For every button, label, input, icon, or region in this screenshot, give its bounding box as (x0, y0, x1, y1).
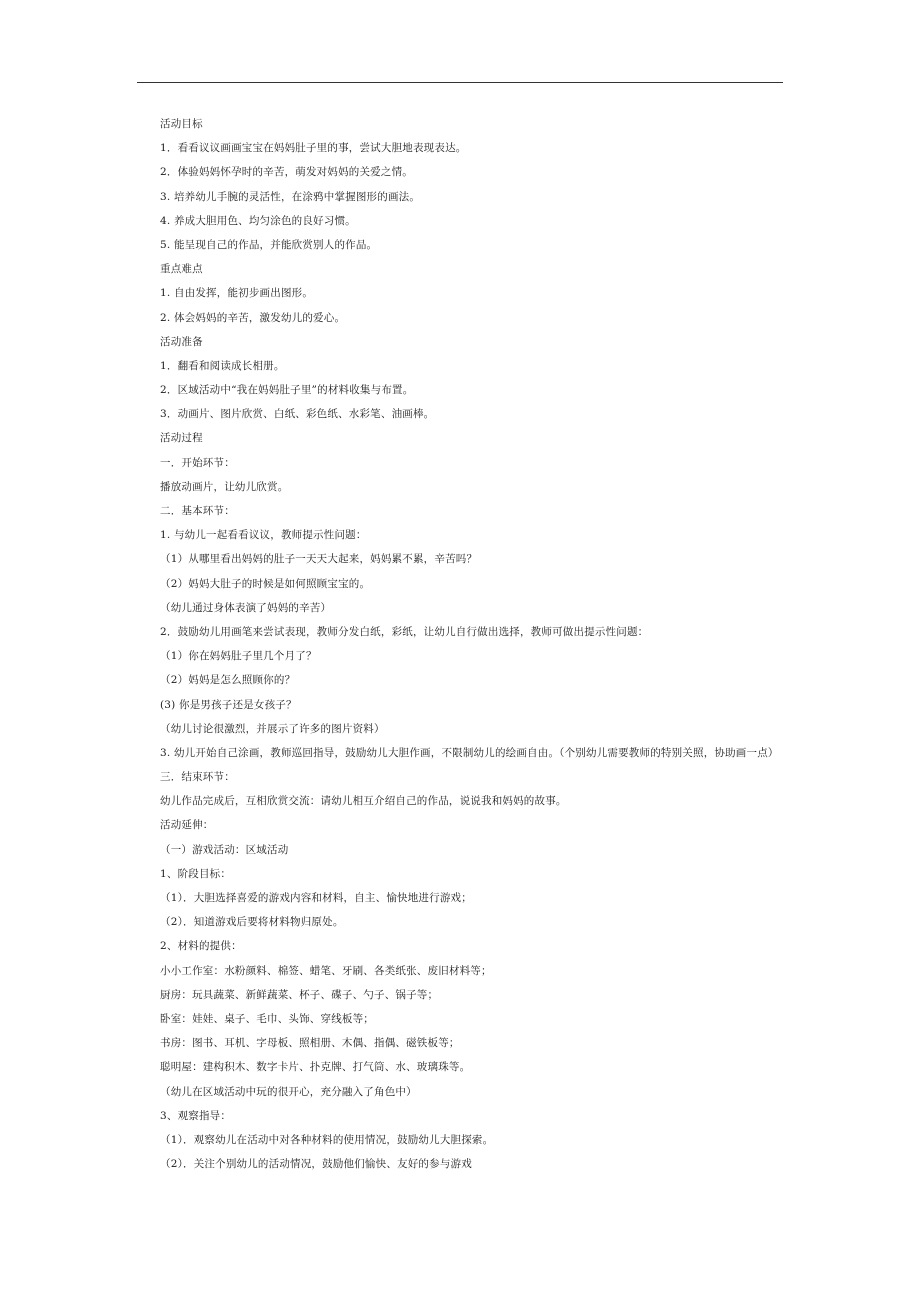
section-heading-preparation: 活动准备 (160, 335, 203, 348)
section-heading-key-points: 重点难点 (160, 263, 203, 276)
list-item: （2）．关注个别幼儿的活动情况，鼓励他们愉快、友好的参与游戏 (160, 1158, 472, 1171)
list-item: 1、阶段目标： (160, 867, 232, 880)
list-item: (3) 你是男孩子还是女孩子？ (160, 698, 297, 711)
list-item: 4. 养成大胆用色、均匀涂色的良好习惯。 (160, 214, 356, 227)
list-item: 1. 自由发挥，能初步画出图形。 (160, 287, 314, 300)
section-heading-extension: 活动延伸： (160, 819, 214, 832)
list-item: （1）．大胆选择喜爱的游戏内容和材料，自主、愉快地进行游戏； (160, 892, 472, 904)
section-heading-process: 活动过程 (160, 432, 203, 445)
list-item: 2. 体会妈妈的辛苦，激发幼儿的爱心。 (160, 311, 346, 324)
list-item: 2．区域活动中“我在妈妈肚子里”的材料收集与布置。 (160, 384, 414, 397)
list-item: 2．体验妈妈怀孕时的辛苦，萌发对妈妈的关爱之情。 (160, 166, 413, 179)
note: （幼儿在区域活动中玩的很开心，充分融入了角色中） (160, 1085, 417, 1098)
header-rule (137, 82, 783, 83)
subsection-heading: 二．基本环节： (160, 505, 235, 517)
paragraph: 幼儿作品完成后，互相欣赏交流：请幼儿相互介绍自己的作品，说说我和妈妈的故事。 (160, 795, 567, 808)
list-item: 卧室：娃娃、桌子、毛巾、头饰、穿线板等； (160, 1012, 374, 1025)
subsection-heading: 一．开始环节： (160, 456, 235, 469)
list-item: 3、观察指导： (160, 1109, 232, 1122)
list-item: 1．翻看和阅读成长相册。 (160, 359, 285, 372)
list-item: （2）．知道游戏后要将材料物归原处。 (160, 916, 344, 929)
list-item: 3．动画片、图片欣赏、白纸、彩色纸、水彩笔、油画棒。 (160, 408, 435, 421)
list-item: 3. 幼儿开始自己涂画，教师巡回指导，鼓励幼儿大胆作画，不限制幼儿的绘画自由。（个别幼儿需要教师的特别关照，协助画一点） (160, 746, 779, 759)
document-body (160, 112, 790, 1176)
list-item: 1. 与幼儿一起看看议议，教师提示性问题： (160, 529, 367, 542)
paragraph: 播放动画片，让幼儿欣赏。 (160, 480, 289, 493)
subsection-heading: 三．结束环节： (160, 771, 235, 784)
list-item: 5. 能呈现自己的作品，并能欣赏别人的作品。 (160, 238, 378, 251)
list-item: 聪明屋：建构积木、数字卡片、扑克牌、打气筒、水、玻璃珠等。 (160, 1061, 471, 1074)
list-item: （1）从哪里看出妈妈的肚子一天天大起来，妈妈累不累，辛苦吗？ (160, 553, 478, 566)
list-item: 小小工作室：水粉颜料、棉签、蜡笔、牙刷、各类纸张、废旧材料等； (160, 964, 492, 977)
list-item: （2）妈妈是怎么照顾你的？ (160, 674, 296, 687)
list-item: （1）．观察幼儿在活动中对各种材料的使用情况，鼓励幼儿大胆探索。 (160, 1133, 494, 1146)
list-item: 3. 培养幼儿手腕的灵活性，在涂鸦中掌握图形的画法。 (160, 190, 421, 203)
list-item: （1）你在妈妈肚子里几个月了？ (160, 650, 317, 663)
note: （幼儿讨论很激烈，并展示了许多的图片资料） (160, 722, 385, 735)
list-item: （2）妈妈大肚子的时候是如何照顾宝宝的。 (160, 577, 371, 590)
list-item: 书房：图书、耳机、字母板、照相册、木偶、指偶、磁铁板等； (160, 1037, 460, 1050)
section-heading-goals: 活动目标 (160, 118, 203, 130)
list-item: 2、材料的提供： (160, 940, 242, 953)
list-item: 厨房：玩具蔬菜、新鲜蔬菜、杯子、碟子、勺子、锅子等； (160, 988, 439, 1001)
note: （幼儿通过身体表演了妈妈的辛苦） (160, 601, 332, 614)
subsection-heading: （一）游戏活动：区域活动 (160, 843, 289, 856)
list-item: 1．看看议议画画宝宝在妈妈肚子里的事，尝试大胆地表现表达。 (160, 142, 467, 155)
list-item: 2．鼓励幼儿用画笔来尝试表现，教师分发白纸，彩纸，让幼儿自行做出选择，教师可做出提示性问题： (160, 625, 649, 638)
